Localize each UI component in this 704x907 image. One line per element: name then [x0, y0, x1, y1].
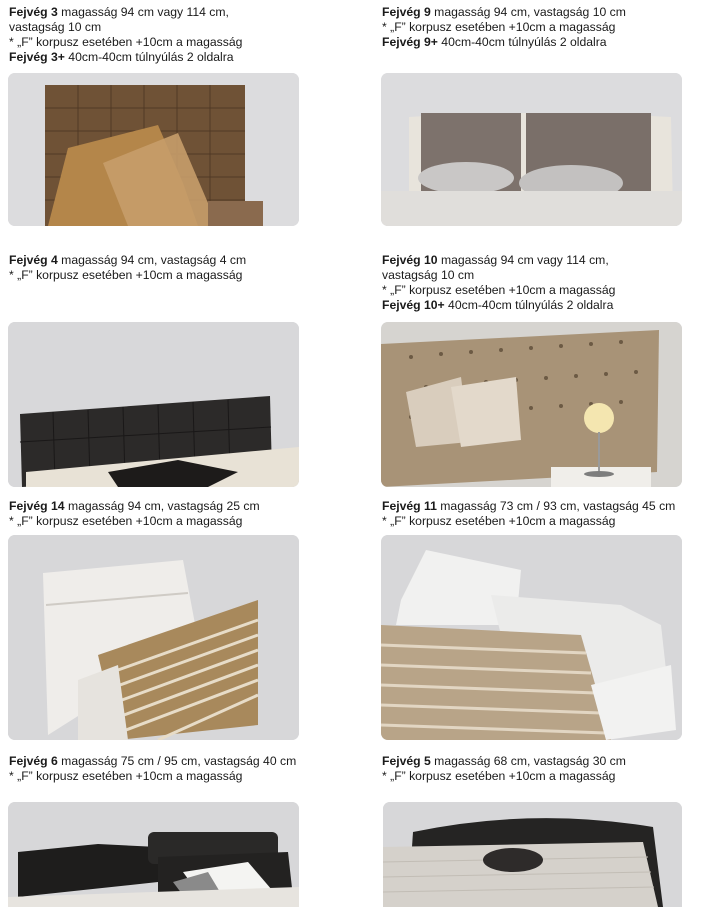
model-name: Fejvég 6	[9, 754, 58, 768]
spec-text: magasság 94 cm, vastagság 4 cm	[57, 253, 247, 267]
spec-text: magasság 75 cm / 95 cm, vastagság 40 cm	[57, 754, 297, 768]
footnote-text: * „F” korpusz esetében +10cm a magasság	[382, 20, 616, 34]
photo-fejveg-4	[8, 322, 299, 487]
photo-fejveg-10	[381, 322, 682, 487]
footnote-text: * „F” korpusz esetében +10cm a magasság	[9, 514, 243, 528]
model-name: Fejvég 10	[382, 253, 438, 267]
caption-fejveg-4	[9, 253, 246, 283]
model-name: Fejvég 9+	[382, 35, 438, 49]
footnote-text: * „F” korpusz esetében +10cm a magasság	[9, 35, 243, 49]
footnote-text: * „F” korpusz esetében +10cm a magasság	[382, 769, 616, 783]
spec-text: magasság 73 cm / 93 cm, vastagság 45 cm	[436, 499, 676, 513]
caption-fejveg-11	[382, 499, 675, 529]
caption-fejveg-3	[9, 5, 242, 65]
photo-fejveg-5	[383, 802, 682, 907]
photo-fejveg-14	[8, 535, 299, 740]
footnote-text: * „F” korpusz esetében +10cm a magasság	[382, 514, 616, 528]
model-name: Fejvég 11	[382, 499, 437, 513]
photo-fejveg-6	[8, 802, 299, 907]
caption-fejveg-6	[9, 754, 296, 784]
spec-text: vastagság 10 cm	[9, 20, 102, 34]
spec-text: 40cm-40cm túlnyúlás 2 oldalra	[64, 50, 234, 64]
spec-text: magasság 68 cm, vastagság 30 cm	[430, 754, 626, 768]
footnote-text: * „F” korpusz esetében +10cm a magasság	[9, 268, 243, 282]
caption-fejveg-5	[382, 754, 626, 784]
model-name: Fejvég 3	[9, 5, 58, 19]
model-name: Fejvég 5	[382, 754, 431, 768]
model-name: Fejvég 10+	[382, 298, 445, 312]
spec-text: magasság 94 cm vagy 114 cm,	[57, 5, 229, 19]
caption-fejveg-10	[382, 253, 615, 313]
model-name: Fejvég 9	[382, 5, 431, 19]
photo-fejveg-9	[381, 73, 682, 226]
spec-text: 40cm-40cm túlnyúlás 2 oldalra	[444, 298, 614, 312]
model-name: Fejvég 3+	[9, 50, 65, 64]
footnote-text: * „F” korpusz esetében +10cm a magasság	[9, 769, 243, 783]
spec-text: vastagság 10 cm	[382, 268, 475, 282]
spec-text: magasság 94 cm vagy 114 cm,	[437, 253, 609, 267]
photo-fejveg-11	[381, 535, 682, 740]
model-name: Fejvég 4	[9, 253, 58, 267]
spec-text: 40cm-40cm túlnyúlás 2 oldalra	[437, 35, 607, 49]
caption-fejveg-9	[382, 5, 626, 50]
spec-text: magasság 94 cm, vastagság 25 cm	[64, 499, 260, 513]
footnote-text: * „F” korpusz esetében +10cm a magasság	[382, 283, 616, 297]
model-name: Fejvég 14	[9, 499, 65, 513]
caption-fejveg-14	[9, 499, 260, 529]
photo-fejveg-3	[8, 73, 299, 226]
spec-text: magasság 94 cm, vastagság 10 cm	[430, 5, 626, 19]
